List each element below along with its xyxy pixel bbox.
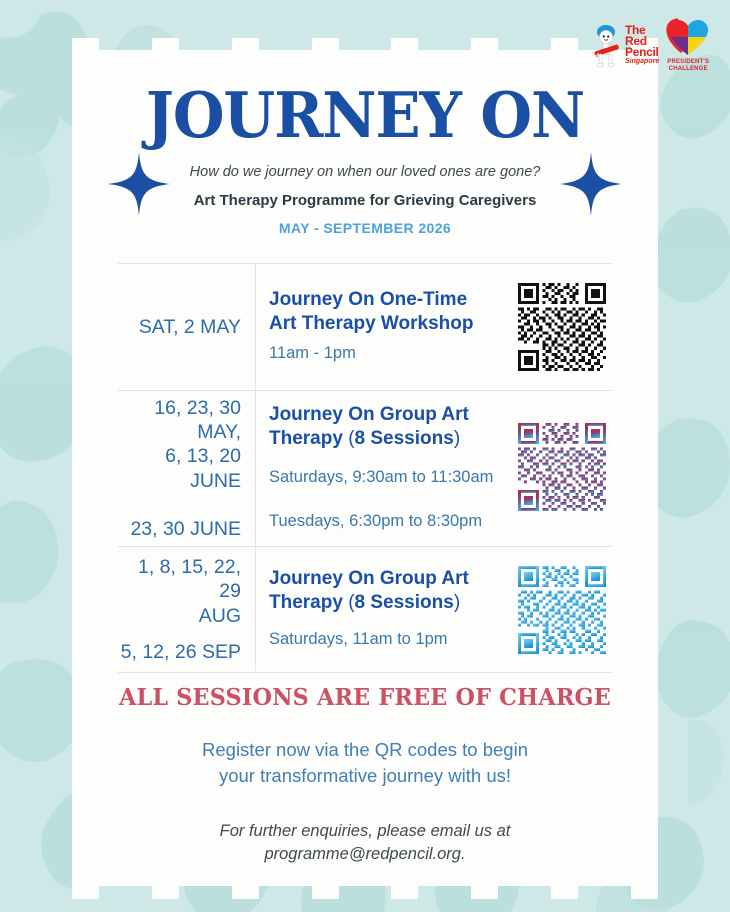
paren-close: ) <box>453 428 461 450</box>
date-line: 6, 13, 20 JUNE <box>165 445 241 492</box>
date-line: 23, 30 JUNE <box>130 518 241 541</box>
register-line1: Register now via the QR codes to begin <box>202 739 528 760</box>
qr-code-one-time-workshop[interactable] <box>518 283 606 371</box>
enquiries-line1: For further enquiries, please email us at <box>219 821 511 840</box>
red-pencil-line2: Red <box>625 33 647 48</box>
paren-open: ( <box>348 428 355 450</box>
logo-presidents-challenge <box>665 18 711 73</box>
event-time: Saturdays, 9:30am to 11:30am <box>269 468 494 487</box>
poster-footer <box>72 684 658 867</box>
qr-code-group-therapy-may-june[interactable] <box>518 423 606 511</box>
event-title-line2: Therapy <box>269 591 349 613</box>
date-line: 16, 23, 30 MAY, <box>154 396 241 443</box>
paren-close: ) <box>453 591 461 613</box>
table-divider-bottom <box>118 672 612 673</box>
row-dates <box>118 547 255 672</box>
row-details <box>255 391 512 546</box>
row-dates <box>118 264 255 390</box>
qr-cell[interactable] <box>512 391 612 546</box>
contact-email: programme@redpencil.org. <box>264 845 466 864</box>
red-pencil-wordmark <box>625 22 660 66</box>
heart-quadrant-icon <box>665 18 711 58</box>
row-dates <box>118 391 255 546</box>
date-line: AUG <box>198 604 241 627</box>
event-title-line1: Journey On Group Art <box>269 567 469 589</box>
free-of-charge-notice: ALL SESSIONS ARE FREE OF CHARGE <box>118 684 612 711</box>
enquiries-text <box>72 820 658 868</box>
poster-header <box>72 79 658 236</box>
logo-group <box>592 14 724 76</box>
qr-code-group-therapy-aug-sep[interactable] <box>518 566 606 654</box>
qr-cell[interactable] <box>512 547 612 672</box>
event-title-line2: Therapy <box>269 428 349 450</box>
date-line: SAT, 2 MAY <box>138 315 241 338</box>
red-pencil-line4: Singapore <box>625 57 660 65</box>
table-row <box>118 547 612 672</box>
pc-line2: CHALLENGE <box>668 65 708 72</box>
logo-red-pencil <box>592 23 659 67</box>
red-pencil-line3: Pencil <box>625 45 659 60</box>
red-pencil-line1: The <box>625 22 646 37</box>
pc-line1: PRESIDENT'S <box>667 58 710 65</box>
event-time: 11am - 1pm <box>269 344 356 363</box>
event-title-line1: Journey On Group Art <box>269 404 469 426</box>
page-tagline: Art Therapy Programme for Grieving Caregivers <box>193 192 537 209</box>
date-line: 1, 8, 15, 22, 29 <box>138 555 241 603</box>
red-pencil-mascot-icon <box>592 23 622 67</box>
event-title-line2: Art Therapy Workshop <box>269 312 474 334</box>
qr-cell[interactable] <box>512 264 612 390</box>
register-call-to-action <box>72 737 658 790</box>
row-details <box>255 264 512 390</box>
paren-open: ( <box>348 591 355 613</box>
event-title <box>269 567 512 615</box>
table-row <box>118 264 612 390</box>
presidents-challenge-wordmark <box>667 59 709 73</box>
sessions-count: 8 Sessions <box>354 591 454 613</box>
event-title <box>269 403 512 451</box>
row-details <box>255 547 512 672</box>
page-title: JOURNEY ON <box>145 79 585 153</box>
page-subtitle: How do we journey on when our loved ones are gone? <box>189 164 541 180</box>
table-row <box>118 391 612 546</box>
event-time: Tuesdays, 6:30pm to 8:30pm <box>269 511 483 530</box>
page-date-range: MAY - SEPTEMBER 2026 <box>278 220 452 236</box>
card-bottom-notches <box>72 886 658 899</box>
date-line: 5, 12, 26 SEP <box>120 640 241 663</box>
sessions-count: 8 Sessions <box>354 428 454 450</box>
register-line2: your transformative journey with us! <box>218 765 511 787</box>
event-title-line1: Journey On One-Time <box>269 288 468 310</box>
schedule-table <box>118 263 612 673</box>
event-title <box>269 288 512 336</box>
event-time: Saturdays, 11am to 1pm <box>269 630 448 649</box>
